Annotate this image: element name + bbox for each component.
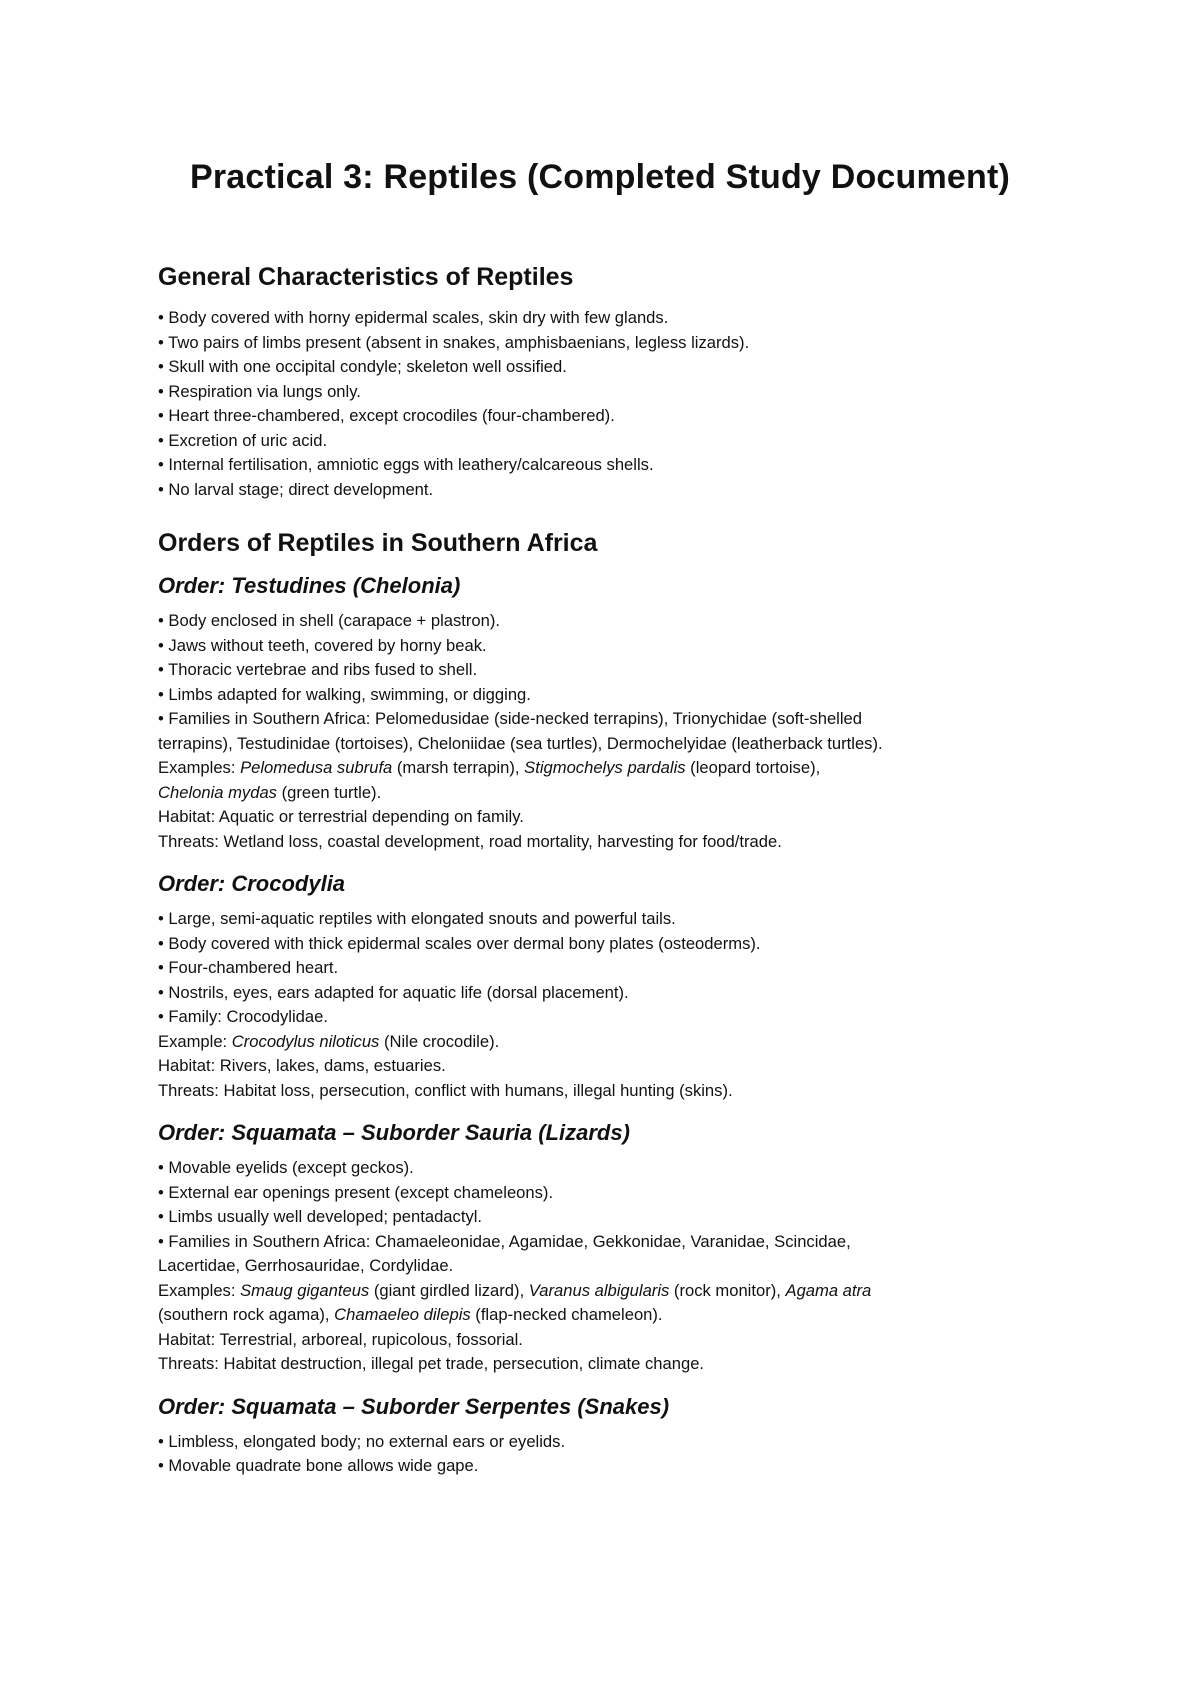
bullet-item: Lacertidae, Gerrhosauridae, Cordylidae. [158, 1256, 454, 1275]
threats-line: Threats: Habitat destruction, illegal pet trade, persecution, climate change. [158, 1354, 705, 1373]
bullet-item: • Families in Southern Africa: Pelomedusidae (side-necked terrapins), Trionychidae (soft-shelled [158, 709, 863, 728]
bullet-item: • Movable eyelids (except geckos). [158, 1158, 414, 1177]
sauria-heading: Order: Squamata – Suborder Sauria (Lizards) [158, 1120, 630, 1145]
habitat-line: Habitat: Terrestrial, arboreal, rupicolous, fossorial. [158, 1329, 523, 1349]
examples-text: (marsh terrapin), [392, 758, 525, 777]
bullet-item: • Body covered with horny epidermal scales, skin dry with few glands. [158, 308, 669, 327]
species-name: Chamaeleo dilepis [334, 1305, 471, 1324]
examples-label: Examples: [158, 758, 241, 777]
bullet-item: • Limbs adapted for walking, swimming, or digging. [158, 684, 531, 704]
examples-text: (Nile crocodile). [379, 1031, 500, 1051]
species-name: Varanus albigularis [528, 1280, 670, 1300]
bullet-item: • Heart three-chambered, except crocodiles (four-chambered). [158, 406, 615, 425]
examples-label: Examples: [158, 1280, 241, 1300]
bullet-item: • Thoracic vertebrae and ribs fused to shell. [158, 660, 478, 679]
bullet-item: • Large, semi-aquatic reptiles with elongated snouts and powerful tails. [158, 909, 676, 928]
examples-text: (southern rock agama), [158, 1305, 335, 1324]
orders-heading: Orders of Reptiles in Southern Africa [158, 529, 598, 557]
bullet-item: • Jaws without teeth, covered by horny beak. [158, 635, 487, 655]
species-name: Smaug giganteus [240, 1280, 370, 1300]
page-title: Practical 3: Reptiles (Completed Study Document) [189, 158, 1011, 196]
examples-line [158, 1303, 1058, 1328]
threats-line: Threats: Wetland loss, coastal development, road mortality, harvesting for food/trade. [158, 831, 782, 851]
examples-line [158, 756, 1058, 781]
species-name: Agama atra [785, 1280, 872, 1300]
examples-text: (flap-necked chameleon). [470, 1305, 663, 1324]
examples-text: (leopard tortoise), [685, 758, 821, 777]
examples-line [158, 781, 1058, 806]
bullet-item: • Internal fertilisation, amniotic eggs with leathery/calcareous shells. [158, 455, 654, 474]
habitat-line: Habitat: Rivers, lakes, dams, estuaries. [158, 1056, 446, 1075]
species-name: Crocodylus niloticus [231, 1031, 380, 1051]
bullet-item: • Family: Crocodylidae. [158, 1007, 328, 1026]
bullet-item: • Four-chambered heart. [158, 958, 339, 977]
serpentes-heading: Order: Squamata – Suborder Serpentes (Snakes) [158, 1393, 670, 1419]
species-name: Stigmochelys pardalis [524, 758, 686, 777]
bullet-item: • Body covered with thick epidermal scales over dermal bony plates (osteoderms). [158, 933, 761, 953]
document-body [158, 262, 1058, 1479]
bullet-item: • External ear openings present (except chameleons). [158, 1182, 554, 1202]
testudines-heading: Order: Testudines (Chelonia) [158, 573, 461, 598]
threats-line: Threats: Habitat loss, persecution, conflict with humans, illegal hunting (skins). [158, 1080, 733, 1100]
bullet-item: • Body enclosed in shell (carapace + plastron). [158, 611, 501, 630]
bullet-item: • Nostrils, eyes, ears adapted for aquatic life (dorsal placement). [158, 982, 629, 1002]
bullet-item: terrapins), Testudinidae (tortoises), Cheloniidae (sea turtles), Dermochelyidae (leatherback turtles). [158, 733, 883, 753]
examples-label: Example: [158, 1031, 232, 1051]
bullet-item: • Limbless, elongated body; no external ears or eyelids. [158, 1431, 566, 1451]
bullet-item: • No larval stage; direct development. [158, 479, 434, 499]
bullet-item: • Limbs usually well developed; pentadactyl. [158, 1207, 483, 1226]
bullet-item: • Families in Southern Africa: Chamaeleonidae, Agamidae, Gekkonidae, Varanidae, Scincidae, [158, 1231, 851, 1251]
species-name: Chelonia mydas [158, 782, 277, 802]
examples-line [158, 1279, 1058, 1304]
examples-line [158, 1030, 1058, 1055]
examples-text: (rock monitor), [669, 1280, 786, 1300]
bullet-item: • Movable quadrate bone allows wide gape. [158, 1456, 479, 1475]
examples-text: (green turtle). [276, 782, 382, 802]
general-characteristics-heading: General Characteristics of Reptiles [158, 263, 574, 291]
examples-text: (giant girdled lizard), [369, 1280, 529, 1300]
bullet-item: • Two pairs of limbs present (absent in snakes, amphisbaenians, legless lizards). [158, 332, 750, 352]
bullet-item: • Skull with one occipital condyle; skeleton well ossified. [158, 357, 567, 376]
bullet-item: • Excretion of uric acid. [158, 430, 328, 450]
bullet-item: • Respiration via lungs only. [158, 381, 361, 401]
habitat-line: Habitat: Aquatic or terrestrial depending on family. [158, 807, 524, 826]
crocodylia-heading: Order: Crocodylia [158, 871, 346, 896]
species-name: Pelomedusa subrufa [240, 758, 393, 777]
